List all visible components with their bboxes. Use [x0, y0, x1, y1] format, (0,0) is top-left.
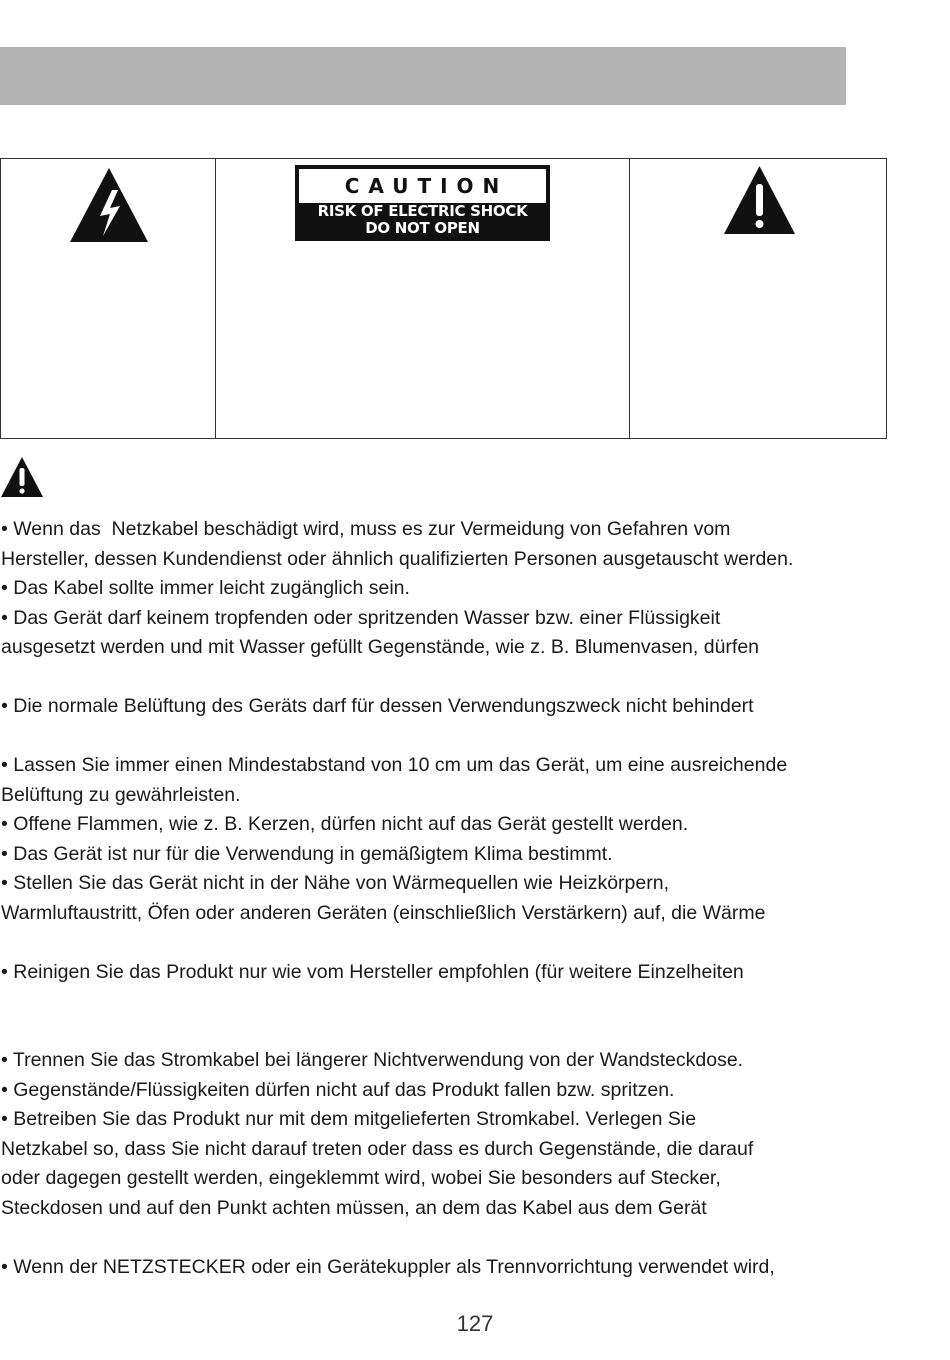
- lightning-warning-icon: [68, 166, 150, 244]
- text-line: [1, 1017, 949, 1047]
- header-bar: [0, 47, 846, 105]
- caution-line-2: DO NOT OPEN: [365, 219, 480, 237]
- section-warning-icon: [0, 455, 44, 499]
- text-line: Steckdosen und auf den Punkt achten müssen, an dem das Kabel aus dem Gerät: [1, 1196, 707, 1219]
- safety-instructions: [1, 515, 949, 1282]
- text-line: Netzkabel so, dass Sie nicht darauf treten oder dass es durch Gegenstände, die darauf: [1, 1137, 754, 1160]
- text-line: • Das Gerät darf keinem tropfenden oder spritzenden Wasser bzw. einer Flüssigkeit: [1, 606, 721, 629]
- text-line: • Trennen Sie das Stromkabel bei längerer Nichtverwendung von der Wandsteckdose.: [1, 1049, 744, 1071]
- text-line: • Wenn der NETZSTECKER oder ein Gerätekuppler als Trennvorrichtung verwendet wird,: [1, 1255, 775, 1278]
- text-line: [1, 722, 949, 752]
- text-line: • Reinigen Sie das Produkt nur wie vom Hersteller empfohlen (für weitere Einzelheiten: [1, 960, 744, 983]
- text-line: [1, 987, 949, 1017]
- text-line: • Wenn das Netzkabel beschädigt wird, muss es zur Vermeidung von Gefahren vom: [1, 518, 731, 540]
- text-line: • Das Gerät ist nur für die Verwendung in gemäßigtem Klima bestimmt.: [1, 842, 613, 865]
- text-line: • Betreiben Sie das Produkt nur mit dem mitgelieferten Stromkabel. Verlegen Sie: [1, 1108, 697, 1130]
- text-line: [1, 663, 949, 693]
- text-line: Warmluftaustritt, Öfen oder anderen Geräten (einschließlich Verstärkern) auf, die Wärme: [1, 901, 766, 924]
- caution-label: [295, 165, 550, 241]
- text-line: • Gegenstände/Flüssigkeiten dürfen nicht auf das Produkt fallen bzw. spritzen.: [1, 1078, 675, 1101]
- caution-line-1: RISK OF ELECTRIC SHOCK: [317, 202, 528, 220]
- page-number: 127: [456, 1311, 494, 1336]
- text-line: • Stellen Sie das Gerät nicht in der Nähe von Wärmequellen wie Heizkörpern,: [1, 872, 669, 894]
- text-line: [1, 928, 949, 958]
- text-line: Belüftung zu gewährleisten.: [1, 783, 241, 806]
- text-line: [1, 1223, 949, 1253]
- text-line: ausgesetzt werden und mit Wasser gefüllt Gegenstände, wie z. B. Blumenvasen, dürfen: [1, 636, 760, 658]
- caution-title: CAUTION: [299, 169, 546, 203]
- text-line: • Offene Flammen, wie z. B. Kerzen, dürfen nicht auf das Gerät gestellt werden.: [1, 813, 689, 835]
- text-line: • Das Kabel sollte immer leicht zugänglich sein.: [1, 577, 410, 599]
- text-line: oder dagegen gestellt werden, eingeklemmt wird, wobei Sie besonders auf Stecker,: [1, 1167, 721, 1189]
- text-line: Hersteller, dessen Kundendienst oder ähnlich qualifizierten Personen ausgetauscht werden.: [1, 547, 794, 570]
- text-line: • Lassen Sie immer einen Mindestabstand von 10 cm um das Gerät, um eine ausreichende: [1, 754, 788, 776]
- exclamation-warning-icon: [722, 164, 797, 236]
- text-line: • Die normale Belüftung des Geräts darf für dessen Verwendungszweck nicht behindert: [1, 695, 754, 717]
